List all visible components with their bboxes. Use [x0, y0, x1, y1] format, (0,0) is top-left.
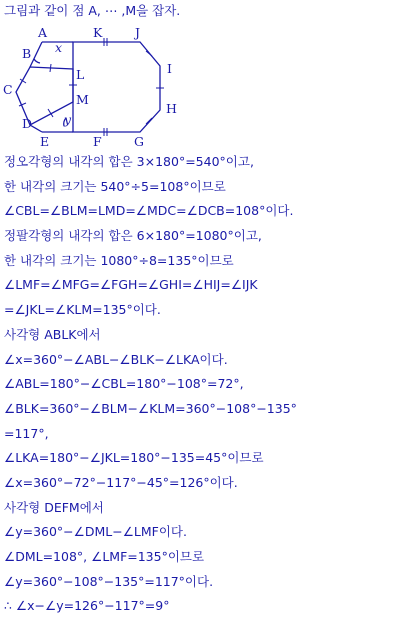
label-J: J [135, 25, 141, 40]
label-H: H [166, 101, 177, 116]
intro-text: 그림과 같이 점 A, ⋯ ,M을 잡자. [4, 3, 181, 18]
solution-line-14: ∠x=360°−72°−117°−45°=126°이다. [4, 474, 238, 490]
solution-line-7: =∠JKL=∠KLM=135°이다. [4, 302, 161, 318]
label-L: L [76, 67, 85, 82]
label-F: F [93, 134, 102, 149]
label-K: K [93, 25, 103, 40]
angle-x-arc [34, 59, 40, 63]
label-x: x [55, 40, 63, 55]
solution-line-2: 한 내각의 크기는 540°÷5=108°이므로 [4, 178, 226, 194]
label-C: C [3, 82, 13, 97]
solution-line-8: 사각형 ABLK에서 [4, 326, 101, 342]
solution-line-17: ∠DML=108°, ∠LMF=135°이므로 [4, 549, 205, 564]
solution-line-16: ∠y=360°−∠DML−∠LMF이다. [4, 524, 187, 540]
solution-text [4, 150, 398, 619]
solution-line-9: ∠x=360°−∠ABL−∠BLK−∠LKA이다. [4, 351, 228, 367]
label-G: G [134, 134, 144, 149]
solution-line-13: ∠LKA=180°−∠JKL=180°−135=45°이므로 [4, 450, 264, 466]
geometry-figure [0, 22, 200, 150]
solution-line-15: 사각형 DEFM에서 [4, 499, 104, 515]
solution-line-19: ∴ ∠x−∠y=126°−117°=9° [4, 598, 170, 614]
solution-line-11: ∠BLK=360°−∠BLM−∠KLM=360°−108°−135° [4, 400, 297, 416]
label-A: A [38, 25, 48, 40]
label-E: E [40, 134, 50, 149]
solution-line-18: ∠y=360°−108°−135°=117°이다. [4, 573, 214, 589]
solution-line-10: ∠ABL=180°−∠CBL=180°−108°=72°, [4, 376, 244, 392]
label-I: I [167, 61, 172, 76]
solution-line-5: 한 내각의 크기는 1080°÷8=135°이므로 [4, 252, 234, 268]
label-D: D [22, 116, 33, 131]
label-M: M [76, 92, 89, 107]
solution-line-12: =117°, [4, 425, 49, 441]
label-B: B [22, 46, 32, 61]
solution-line-6: ∠LMF=∠MFG=∠FGH=∠GHI=∠HIJ=∠IJK [4, 277, 258, 293]
octagon [73, 42, 160, 132]
label-y: y [64, 112, 72, 127]
solution-line-1: 정오각형의 내각의 합은 3×180°=540°이고, [4, 154, 254, 169]
solution-line-3: ∠CBL=∠BLM=LMD=∠MDC=∠DCB=108°이다. [4, 203, 294, 219]
segment-AB [30, 42, 42, 67]
solution-line-4: 정팔각형의 내각의 합은 6×180°=1080°이고, [4, 228, 262, 244]
